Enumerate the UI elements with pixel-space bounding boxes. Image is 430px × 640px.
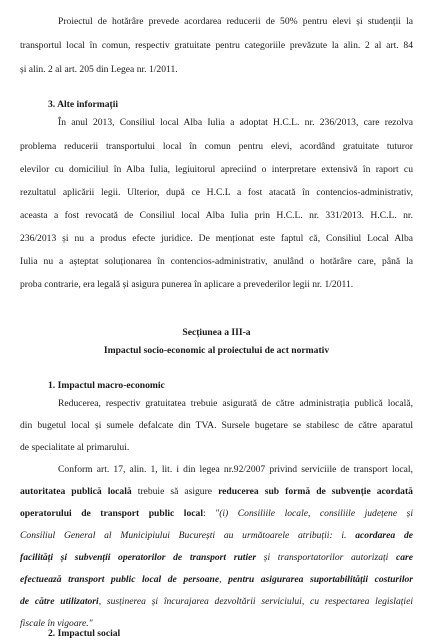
- paragraph-line: [20, 530, 413, 541]
- paragraph-line: [20, 552, 413, 563]
- paragraph-line: [20, 508, 413, 519]
- paragraph-line: transportul local în comun, respectiv gratuitate pentru categoriile prevăzute la alin. 2 al art. 84: [20, 40, 413, 51]
- section-heading-social: 2. Impactul social: [48, 628, 121, 639]
- italic-run: Consiliul General al Municipiului București au următoarele atribuții: i.: [20, 530, 347, 541]
- paragraph-line: rezultatul aplicării legii. Ulterior, după ce H.C.L a fost atacată în contencios-administrativ,: [20, 187, 413, 198]
- italic-run: , susținerea și încurajarea dezvoltării serviciului, cu respectarea legislației: [98, 596, 413, 607]
- section-heading-macro-economic: 1. Impactul macro-economic: [48, 380, 165, 391]
- bold-italic-run: efectuează transport public local de persoane: [20, 574, 220, 585]
- paragraph-line: din bugetul local și sumele defalcate din TVA. Sursele bugetare se stabilesc de către aparatul: [20, 420, 413, 431]
- text-run: trebuie să asigure: [131, 486, 219, 497]
- paragraph-line: [20, 596, 413, 607]
- paragraph-line: În anul 2013, Consiliul local Alba Iulia a adoptat H.C.L. nr. 236/2013, care rezolva: [58, 117, 413, 128]
- italic-run: și transportatorilor autorizați: [256, 552, 396, 563]
- bold-run: operatorului de transport public local: [20, 508, 203, 519]
- paragraph-line: de specialitate al primarului.: [20, 442, 130, 453]
- italic-run: "(i) Consiliile locale, consiliile județene și: [215, 508, 413, 519]
- paragraph-line: Proiectul de hotărâre prevede acordarea reducerii de 50% pentru elevi și studenții la: [58, 16, 413, 27]
- italic-run: ,: [219, 574, 229, 585]
- paragraph-line: problema reducerii transportului local în comun pentru elevi, acordând gratuitate tuturor: [20, 141, 413, 152]
- section-subtitle: Impactul socio-economic al proiectului de act normativ: [103, 345, 330, 356]
- section-title: Secțiunea a III-a: [182, 327, 251, 338]
- paragraph-line: [20, 486, 413, 497]
- bold-run: autoritatea publică locală: [20, 486, 132, 497]
- paragraph-line: aceasta a fost revocată de Consiliul local Alba Iulia prin H.C.L. nr. 331/2013. H.C.L. nr.: [20, 210, 413, 221]
- paragraph-line: [20, 574, 413, 585]
- bold-italic-run: care: [395, 552, 414, 563]
- text-run: :: [203, 508, 216, 519]
- paragraph-line: 236/2013 și nu a produs efecte juridice. De menționat este faptul că, Consiliul Local Alba: [20, 233, 413, 244]
- paragraph-line: Iulia nu a așteptat soluționarea în contencios-administrativ, anulând o hotărâre care, până la: [20, 256, 413, 267]
- bold-italic-run: facilități și subvenții operatorilor de transport rutier: [20, 552, 257, 563]
- paragraph-line: proba contrarie, era legală și asigura punerea în aplicare a prevederilor legii nr. 1/2011.: [20, 279, 354, 290]
- bold-italic-run: de către utilizatori: [20, 596, 99, 607]
- bold-run: reducerea sub formă de subvenție acordată: [218, 486, 413, 497]
- section-heading-other-info: 3. Alte informații: [48, 99, 119, 110]
- paragraph-line: fiscale în vigoare.": [20, 618, 93, 629]
- paragraph-line: Reducerea, respectiv gratuitatea trebuie asigurată de către administrația publică locală,: [58, 398, 413, 409]
- bold-italic-run: acordarea de: [346, 530, 413, 541]
- paragraph-line: Conform art. 17, alin. 1, lit. i din legea nr.92/2007 privind serviciile de transport local,: [58, 464, 413, 475]
- bold-italic-run: pentru asigurarea suportabilității costurilor: [228, 574, 414, 585]
- paragraph-line: elevilor cu domiciliul în Alba Iulia, legiuitorul apreciind o interpretare extensivă în raport cu: [20, 164, 413, 175]
- paragraph-line: și alin. 2 al art. 205 din Legea nr. 1/2011.: [20, 64, 178, 75]
